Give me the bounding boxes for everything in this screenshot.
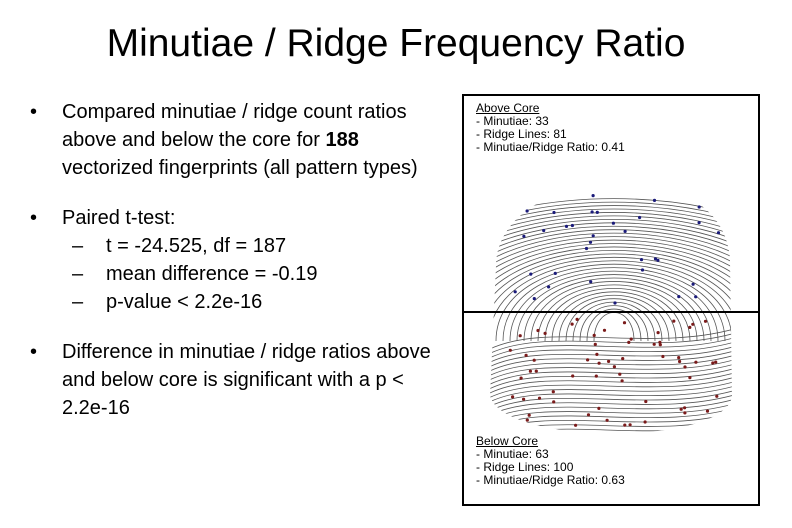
minutia-dot — [552, 211, 555, 214]
minutia-dot — [591, 210, 594, 213]
minutia-dot — [592, 194, 595, 197]
minutia-dot — [552, 400, 555, 403]
minutia-dot — [717, 231, 720, 234]
ridge-line — [464, 233, 758, 341]
minutia-dot — [533, 359, 536, 362]
minutia-dot — [574, 424, 577, 427]
minutia-dot — [612, 222, 615, 225]
ridge-line — [482, 257, 746, 341]
ridge-line — [524, 278, 704, 341]
caption-ratio: - Minutiae/Ridge Ratio: 0.41 — [476, 140, 625, 154]
minutia-dot — [630, 338, 633, 341]
bullet-item — [30, 338, 440, 422]
minutia-dot — [552, 390, 555, 393]
bullet-item — [30, 98, 440, 182]
dash-icon: – — [72, 291, 84, 313]
sub-item — [62, 232, 440, 260]
dash-icon: – — [72, 263, 84, 285]
sub-item-text: p-value < 2.2e-16 — [106, 291, 263, 313]
minutia-dot — [683, 411, 686, 414]
bullet-text-pre: Compared minutiae / ridge count ratios above and below the core for — [62, 101, 407, 151]
minutia-dot — [520, 377, 523, 380]
minutia-dot — [698, 221, 701, 224]
bullet-text-bold: 188 — [325, 129, 359, 151]
minutia-dot — [623, 424, 626, 427]
minutia-dot — [613, 301, 616, 304]
minutia-dot — [640, 258, 643, 261]
minutia-dot — [677, 295, 680, 298]
minutia-dot — [698, 205, 701, 208]
minutia-dot — [607, 360, 610, 363]
sub-item — [62, 260, 440, 288]
minutia-dot — [571, 323, 574, 326]
bullet-text-post: vectorized fingerprints (all pattern types) — [62, 157, 418, 179]
minutia-dot — [618, 373, 621, 376]
minutia-dot — [654, 257, 657, 260]
minutia-dot — [624, 230, 627, 233]
bullet-list — [30, 98, 440, 444]
minutia-dot — [641, 268, 644, 271]
minutia-dot — [597, 407, 600, 410]
caption-ratio: - Minutiae/Ridge Ratio: 0.63 — [476, 473, 625, 487]
minutia-dot — [644, 400, 647, 403]
bullet-text: Difference in minutiae / ridge ratios above and below core is significant with a p < 2.2e-16 — [62, 341, 431, 419]
sub-item-text: mean difference = -0.19 — [106, 263, 318, 285]
caption-ridge-lines: - Ridge Lines: 81 — [476, 127, 567, 141]
minutia-dot — [691, 323, 694, 326]
minutia-dot — [678, 360, 681, 363]
minutia-dot — [677, 356, 680, 359]
minutia-dot — [694, 295, 697, 298]
slide-title: Minutiae / Ridge Frequency Ratio — [106, 22, 686, 65]
minutia-dot — [511, 395, 514, 398]
minutia-dot — [621, 379, 624, 382]
caption-below-core — [476, 435, 625, 487]
bullet-dot-icon: • — [30, 101, 38, 123]
bullet-dot-icon: • — [30, 207, 38, 229]
minutia-dot — [544, 332, 547, 335]
minutia-dot — [571, 224, 574, 227]
bullet-dot-icon: • — [30, 341, 38, 363]
minutia-dot — [714, 361, 717, 364]
ridge-line — [503, 268, 725, 341]
minutia-dot — [554, 272, 557, 275]
minutia-dot — [595, 353, 598, 356]
minutia-dot — [547, 285, 550, 288]
minutia-dot — [542, 229, 545, 232]
minutia-dot — [661, 355, 664, 358]
dash-icon: – — [72, 235, 84, 257]
minutia-dot — [680, 408, 683, 411]
minutia-dot — [571, 374, 574, 377]
minutia-dot — [688, 326, 691, 329]
minutia-dot — [519, 334, 522, 337]
minutia-dot — [613, 365, 616, 368]
minutia-dot — [529, 273, 532, 276]
minutia-dot — [657, 331, 660, 334]
minutia-dot — [589, 241, 592, 244]
minutia-dot — [595, 375, 598, 378]
minutia-dot — [629, 423, 632, 426]
minutia-dot — [526, 209, 529, 212]
minutia-dot — [535, 370, 538, 373]
minutia-dot — [692, 283, 695, 286]
minutia-dot — [653, 199, 656, 202]
caption-heading: Above Core — [476, 101, 540, 115]
minutia-dot — [533, 297, 536, 300]
minutia-dot — [621, 357, 624, 360]
minutia-dot — [522, 235, 525, 238]
minutia-dot — [706, 410, 709, 413]
minutia-dot — [587, 413, 590, 416]
minutia-dot — [606, 419, 609, 422]
bullet-text: Paired t-test: — [62, 207, 176, 229]
minutia-dot — [644, 420, 647, 423]
caption-above-core — [476, 102, 625, 154]
fingerprint-figure — [462, 94, 760, 506]
minutia-dot — [658, 341, 661, 344]
minutia-dot — [593, 334, 596, 337]
minutia-dot — [688, 376, 691, 379]
minutia-dot — [704, 320, 707, 323]
minutia-dot — [538, 397, 541, 400]
ridge-line — [475, 254, 753, 341]
minutia-dot — [529, 370, 532, 373]
minutia-dot — [653, 343, 656, 346]
ridge-line — [594, 313, 634, 342]
ridge-line — [464, 230, 758, 341]
ridge-line — [580, 306, 648, 341]
minutia-dot — [603, 329, 606, 332]
bullet-item — [30, 204, 440, 316]
minutia-dot — [589, 280, 592, 283]
minutia-dot — [694, 361, 697, 364]
minutia-dot — [672, 320, 675, 323]
minutia-dot — [623, 321, 626, 324]
minutia-dot — [596, 211, 599, 214]
caption-minutiae: - Minutiae: 33 — [476, 114, 549, 128]
minutia-dot — [598, 362, 601, 365]
caption-ridge-lines: - Ridge Lines: 100 — [476, 460, 574, 474]
minutia-dot — [594, 343, 597, 346]
minutia-dot — [586, 358, 589, 361]
minutia-dot — [525, 354, 528, 357]
ridge-line — [464, 219, 758, 341]
minutia-dot — [528, 414, 531, 417]
ridge-line — [484, 410, 744, 436]
minutia-dot — [509, 349, 512, 352]
minutia-dot — [627, 341, 630, 344]
minutia-dot — [576, 318, 579, 321]
minutia-dot — [585, 247, 588, 250]
minutia-dot — [592, 234, 595, 237]
caption-heading: Below Core — [476, 434, 539, 448]
caption-minutiae: - Minutiae: 63 — [476, 447, 549, 461]
sub-item — [62, 288, 440, 316]
sub-item-text: t = -24.525, df = 187 — [106, 235, 287, 257]
minutia-dot — [536, 329, 539, 332]
minutia-dot — [522, 398, 525, 401]
minutia-dot — [565, 225, 568, 228]
minutia-dot — [683, 406, 686, 409]
minutia-dot — [715, 395, 718, 398]
minutia-dot — [526, 419, 529, 422]
minutia-dot — [711, 361, 714, 364]
minutia-dot — [638, 216, 641, 219]
minutia-dot — [514, 290, 517, 293]
ridge-lines — [464, 199, 758, 462]
minutia-dot — [683, 365, 686, 368]
